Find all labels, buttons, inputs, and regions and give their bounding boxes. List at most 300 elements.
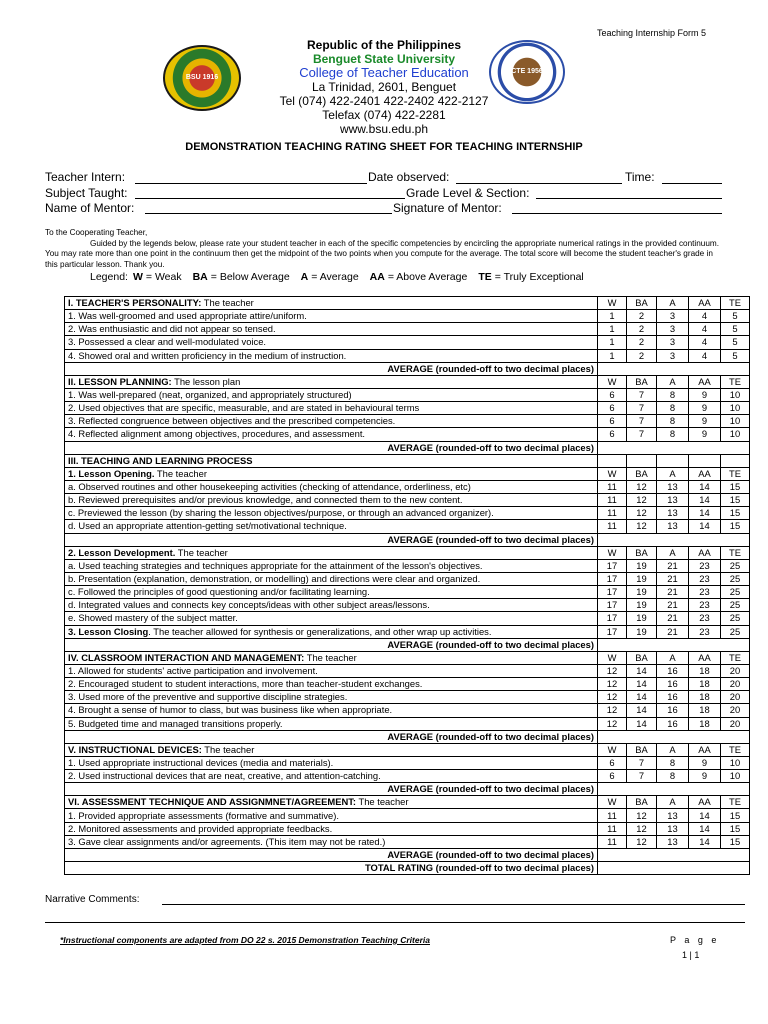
rating-option[interactable]: 15 bbox=[721, 822, 750, 835]
criterion-row bbox=[65, 612, 750, 625]
bsu-seal-text: BSU 1916 bbox=[185, 74, 219, 82]
average-label: AVERAGE (rounded-off to two decimal places) bbox=[65, 848, 598, 861]
section-title: VI. ASSESSMENT TECHNIQUE AND ASSIGNMNET/AGREEMENT: bbox=[68, 796, 357, 808]
average-row bbox=[65, 783, 750, 796]
criterion-row bbox=[65, 415, 750, 428]
rating-option[interactable]: 1 bbox=[598, 336, 627, 349]
rating-option[interactable]: 7 bbox=[627, 756, 657, 769]
rating-option[interactable]: 13 bbox=[657, 835, 689, 848]
rating-option[interactable]: 13 bbox=[657, 480, 689, 493]
criterion-row bbox=[65, 586, 750, 599]
rating-option[interactable]: 11 bbox=[598, 494, 627, 507]
time-label: Time: bbox=[625, 170, 655, 184]
rating-option[interactable]: 12 bbox=[627, 835, 657, 848]
criterion-text: 1. Used appropriate instructional devices (media and materials). bbox=[65, 756, 598, 769]
legend-text: = Below Average bbox=[210, 271, 290, 283]
telephone: Tel (074) 422-2401 422-2402 422-2127 bbox=[279, 94, 489, 108]
rating-option[interactable]: 2 bbox=[627, 336, 657, 349]
rating-option[interactable]: 7 bbox=[627, 770, 657, 783]
scale-header: TE bbox=[721, 546, 750, 559]
rating-option[interactable]: 3 bbox=[657, 336, 689, 349]
rating-option[interactable]: 4 bbox=[689, 349, 721, 362]
subject-label: Subject Taught: bbox=[45, 186, 128, 200]
legend-code: A bbox=[300, 271, 309, 283]
average-value-field[interactable] bbox=[598, 362, 750, 375]
rating-option[interactable]: 16 bbox=[657, 678, 689, 691]
mentor-label: Name of Mentor: bbox=[45, 201, 135, 215]
cte-seal-text: CTE 1956 bbox=[511, 68, 543, 76]
rating-option[interactable]: 15 bbox=[721, 494, 750, 507]
rating-option[interactable]: 17 bbox=[598, 586, 627, 599]
rating-option[interactable]: 25 bbox=[721, 559, 750, 572]
rating-option[interactable]: 2 bbox=[627, 349, 657, 362]
criterion-text: 2. Was enthusiastic and did not appear so tensed. bbox=[65, 323, 598, 336]
scale-header: TE bbox=[721, 467, 750, 480]
scale-header: AA bbox=[689, 297, 721, 310]
criterion-text: 2. Encouraged student to student interactions, more than teacher-student exchanges. bbox=[65, 678, 598, 691]
rating-option[interactable]: 6 bbox=[598, 388, 627, 401]
rating-option[interactable]: 6 bbox=[598, 402, 627, 415]
average-value-field[interactable] bbox=[598, 441, 750, 454]
section-header-row bbox=[65, 743, 750, 756]
rating-option[interactable]: 7 bbox=[627, 415, 657, 428]
criterion-text: d. Used an appropriate attention-getting set/motivational technique. bbox=[65, 520, 598, 533]
criterion-row bbox=[65, 717, 750, 730]
criterion-rest: . The teacher allowed for synthesis or generalizations, and other wrap up activities. bbox=[148, 625, 492, 637]
criterion-text: d. Integrated values and connects key concepts/ideas with other subject areas/lessons. bbox=[65, 599, 598, 612]
average-value-field[interactable] bbox=[598, 848, 750, 861]
scale-header: W bbox=[598, 546, 627, 559]
scale-header: TE bbox=[721, 375, 750, 388]
section-title: 2. Lesson Development. bbox=[68, 546, 176, 558]
rating-option[interactable]: 9 bbox=[689, 388, 721, 401]
rating-option[interactable]: 16 bbox=[657, 691, 689, 704]
legend-prefix: Legend: bbox=[90, 271, 128, 283]
rating-option[interactable]: 19 bbox=[627, 559, 657, 572]
rating-option[interactable]: 23 bbox=[689, 625, 721, 638]
rating-option[interactable]: 20 bbox=[721, 691, 750, 704]
rating-option[interactable]: 23 bbox=[689, 572, 721, 585]
scale-header: TE bbox=[721, 796, 750, 809]
total-label: TOTAL RATING (rounded-off to two decimal places) bbox=[65, 862, 598, 875]
rating-option[interactable]: 20 bbox=[721, 664, 750, 677]
legend-item bbox=[133, 271, 182, 283]
rating-option[interactable]: 12 bbox=[627, 520, 657, 533]
section-header-row bbox=[65, 375, 750, 388]
scale-header: W bbox=[598, 743, 627, 756]
criterion-text: 4. Showed oral and written proficiency in the medium of instruction. bbox=[65, 349, 598, 362]
rating-option[interactable]: 12 bbox=[627, 809, 657, 822]
scale-header: AA bbox=[689, 743, 721, 756]
legend-item bbox=[478, 271, 583, 283]
section-title: V. INSTRUCTIONAL DEVICES: bbox=[68, 743, 202, 755]
rating-option[interactable]: 14 bbox=[627, 691, 657, 704]
average-value-field[interactable] bbox=[598, 638, 750, 651]
average-label: AVERAGE (rounded-off to two decimal places) bbox=[65, 730, 598, 743]
rating-option[interactable]: 9 bbox=[689, 402, 721, 415]
criterion-text: 3. Used more of the preventive and supportive discipline strategies. bbox=[65, 691, 598, 704]
rating-option[interactable]: 14 bbox=[689, 520, 721, 533]
rating-option[interactable]: 16 bbox=[657, 664, 689, 677]
rating-option[interactable]: 18 bbox=[689, 704, 721, 717]
criterion-row bbox=[65, 770, 750, 783]
criterion-row bbox=[65, 599, 750, 612]
instruction-body: Guided by the legends below, please rate your student teacher in each of the specific competencies by encircling the appropriate numerical ratings in the provided continuum. You may rate more than one point in the continuum then get the midpoint of the two points when you compute for the average. The total score will become the student teacher's grade in this particular lesson. Thank you. bbox=[45, 238, 719, 269]
rating-option[interactable]: 14 bbox=[689, 494, 721, 507]
rating-option[interactable]: 12 bbox=[627, 494, 657, 507]
rating-option[interactable]: 18 bbox=[689, 664, 721, 677]
mentor-field[interactable] bbox=[145, 213, 392, 214]
criterion-text: 1. Provided appropriate assessments (formative and summative). bbox=[65, 809, 598, 822]
legend-code: BA bbox=[192, 271, 208, 283]
empty-cell bbox=[627, 454, 657, 467]
rating-option[interactable]: 11 bbox=[598, 520, 627, 533]
section-header bbox=[65, 796, 598, 809]
criterion-row bbox=[65, 822, 750, 835]
rating-option[interactable]: 18 bbox=[689, 717, 721, 730]
rating-option[interactable]: 14 bbox=[627, 717, 657, 730]
rating-option[interactable]: 14 bbox=[627, 704, 657, 717]
rating-option[interactable]: 23 bbox=[689, 586, 721, 599]
legend-text: = Truly Exceptional bbox=[494, 271, 584, 283]
rating-option[interactable]: 15 bbox=[721, 507, 750, 520]
rating-option[interactable]: 8 bbox=[657, 415, 689, 428]
legend-code: AA bbox=[369, 271, 385, 283]
section-header bbox=[65, 467, 598, 480]
rating-option[interactable]: 11 bbox=[598, 835, 627, 848]
rating-option[interactable]: 25 bbox=[721, 586, 750, 599]
rating-option[interactable]: 8 bbox=[657, 756, 689, 769]
rating-option[interactable]: 10 bbox=[721, 388, 750, 401]
section-header bbox=[65, 297, 598, 310]
rating-option[interactable]: 10 bbox=[721, 770, 750, 783]
rating-option[interactable]: 13 bbox=[657, 507, 689, 520]
criterion-text: 2. Monitored assessments and provided appropriate feedbacks. bbox=[65, 822, 598, 835]
page-label: P a g e bbox=[670, 935, 720, 945]
criterion-text: 1. Was well-groomed and used appropriate attire/uniform. bbox=[65, 310, 598, 323]
criterion-text: c. Followed the principles of good questioning and/or facilitating learning. bbox=[65, 586, 598, 599]
rating-option[interactable]: 19 bbox=[627, 612, 657, 625]
scale-header: BA bbox=[627, 651, 657, 664]
criterion-row bbox=[65, 520, 750, 533]
total-value-field[interactable] bbox=[598, 862, 750, 875]
rating-option[interactable]: 3 bbox=[657, 349, 689, 362]
scale-header: BA bbox=[627, 467, 657, 480]
average-label: AVERAGE (rounded-off to two decimal places) bbox=[65, 441, 598, 454]
rating-option[interactable]: 9 bbox=[689, 756, 721, 769]
instructions bbox=[45, 228, 725, 270]
rating-option[interactable]: 12 bbox=[627, 480, 657, 493]
rating-option[interactable]: 21 bbox=[657, 625, 689, 638]
rating-option[interactable]: 20 bbox=[721, 678, 750, 691]
scale-header: W bbox=[598, 796, 627, 809]
page-number: 1 | 1 bbox=[682, 950, 700, 960]
rating-option[interactable]: 4 bbox=[689, 310, 721, 323]
rating-option[interactable]: 12 bbox=[598, 691, 627, 704]
rating-option[interactable]: 10 bbox=[721, 402, 750, 415]
total-row bbox=[65, 862, 750, 875]
rating-option[interactable]: 14 bbox=[689, 835, 721, 848]
section-subject: The teacher bbox=[201, 743, 255, 755]
rating-option[interactable]: 6 bbox=[598, 756, 627, 769]
section-title: IV. CLASSROOM INTERACTION AND MANAGEMENT: bbox=[68, 651, 305, 663]
criterion-row bbox=[65, 572, 750, 585]
rating-option[interactable]: 21 bbox=[657, 572, 689, 585]
rating-option[interactable]: 7 bbox=[627, 388, 657, 401]
rating-option[interactable]: 21 bbox=[657, 559, 689, 572]
scale-header: A bbox=[657, 297, 689, 310]
salutation: To the Cooperating Teacher, bbox=[45, 228, 148, 237]
rating-option[interactable]: 13 bbox=[657, 809, 689, 822]
section-title: 1. Lesson Opening. bbox=[68, 467, 155, 479]
comments-field[interactable] bbox=[162, 904, 745, 905]
rating-option[interactable]: 4 bbox=[689, 323, 721, 336]
rating-option[interactable]: 6 bbox=[598, 770, 627, 783]
rating-option[interactable]: 6 bbox=[598, 428, 627, 441]
scale-header: AA bbox=[689, 651, 721, 664]
rating-option[interactable]: 5 bbox=[721, 310, 750, 323]
rating-option[interactable]: 11 bbox=[598, 480, 627, 493]
rating-option[interactable]: 14 bbox=[627, 678, 657, 691]
scale-header: A bbox=[657, 796, 689, 809]
rating-option[interactable]: 3 bbox=[657, 323, 689, 336]
rating-option[interactable]: 10 bbox=[721, 415, 750, 428]
criterion-text bbox=[65, 625, 598, 638]
rating-option[interactable]: 4 bbox=[689, 336, 721, 349]
empty-cell bbox=[689, 454, 721, 467]
time-field[interactable] bbox=[662, 183, 722, 184]
scale-header: TE bbox=[721, 297, 750, 310]
section-header bbox=[65, 375, 598, 388]
rating-option[interactable]: 11 bbox=[598, 822, 627, 835]
rating-option[interactable]: 23 bbox=[689, 612, 721, 625]
rating-option[interactable]: 6 bbox=[598, 415, 627, 428]
criterion-row bbox=[65, 625, 750, 638]
scale-header: A bbox=[657, 546, 689, 559]
scale-header: W bbox=[598, 375, 627, 388]
rating-option[interactable]: 9 bbox=[689, 415, 721, 428]
signature-label: Signature of Mentor: bbox=[393, 201, 502, 215]
intern-field[interactable] bbox=[135, 183, 367, 184]
criterion-text: 2. Used objectives that are specific, measurable, and are stated in behavioural terms bbox=[65, 402, 598, 415]
rating-option[interactable]: 14 bbox=[689, 809, 721, 822]
legend-item bbox=[193, 271, 290, 283]
scale-header: AA bbox=[689, 796, 721, 809]
rating-option[interactable]: 9 bbox=[689, 770, 721, 783]
rating-option[interactable]: 2 bbox=[627, 323, 657, 336]
average-row bbox=[65, 638, 750, 651]
criterion-text: a. Observed routines and other housekeeping activities (checking of attendance, orderliness, etc) bbox=[65, 480, 598, 493]
criterion-text: b. Reviewed prerequisites and/or previous knowledge, and connected them to the new content. bbox=[65, 494, 598, 507]
criterion-row bbox=[65, 494, 750, 507]
rating-option[interactable]: 13 bbox=[657, 494, 689, 507]
rating-option[interactable]: 19 bbox=[627, 625, 657, 638]
rating-option[interactable]: 14 bbox=[689, 480, 721, 493]
average-label: AVERAGE (rounded-off to two decimal places) bbox=[65, 783, 598, 796]
rating-option[interactable]: 21 bbox=[657, 586, 689, 599]
rating-option[interactable]: 14 bbox=[689, 507, 721, 520]
criterion-row bbox=[65, 388, 750, 401]
average-row bbox=[65, 730, 750, 743]
comments-line-2 bbox=[45, 922, 745, 923]
scale-header: BA bbox=[627, 796, 657, 809]
section-subject: The teacher bbox=[356, 796, 409, 808]
rating-option[interactable]: 15 bbox=[721, 835, 750, 848]
rating-option[interactable]: 1 bbox=[598, 310, 627, 323]
rating-option[interactable]: 7 bbox=[627, 402, 657, 415]
criterion-row bbox=[65, 559, 750, 572]
average-row bbox=[65, 362, 750, 375]
rating-option[interactable]: 19 bbox=[627, 599, 657, 612]
rating-option[interactable]: 16 bbox=[657, 704, 689, 717]
rating-option[interactable]: 25 bbox=[721, 625, 750, 638]
scale-header: BA bbox=[627, 375, 657, 388]
rating-option[interactable]: 12 bbox=[598, 678, 627, 691]
rating-option[interactable]: 8 bbox=[657, 402, 689, 415]
rating-option[interactable]: 25 bbox=[721, 599, 750, 612]
rating-option[interactable]: 14 bbox=[627, 664, 657, 677]
section-header-row bbox=[65, 651, 750, 664]
rating-option[interactable]: 12 bbox=[627, 507, 657, 520]
rating-option[interactable]: 19 bbox=[627, 586, 657, 599]
criterion-text: a. Used teaching strategies and techniques appropriate for the attainment of the lesson's objectives. bbox=[65, 559, 598, 572]
footnote: *Instructional components are adapted from DO 22 s. 2015 Demonstration Teaching Criteria bbox=[60, 935, 430, 945]
rating-option[interactable]: 1 bbox=[598, 323, 627, 336]
comments-label: Narrative Comments: bbox=[45, 894, 140, 905]
scale-header: BA bbox=[627, 297, 657, 310]
criterion-text: b. Presentation (explanation, demonstration, or modelling) and directions were clear and organized. bbox=[65, 572, 598, 585]
legend-code: W bbox=[132, 271, 143, 283]
rating-option[interactable]: 13 bbox=[657, 822, 689, 835]
average-value-field[interactable] bbox=[598, 730, 750, 743]
legend-code: TE bbox=[478, 271, 492, 283]
average-row bbox=[65, 533, 750, 546]
subject-field[interactable] bbox=[135, 198, 405, 199]
criterion-row bbox=[65, 835, 750, 848]
criterion-row bbox=[65, 678, 750, 691]
criterion-text: 1. Allowed for students' active participation and involvement. bbox=[65, 664, 598, 677]
rating-option[interactable]: 3 bbox=[657, 310, 689, 323]
rating-option[interactable]: 11 bbox=[598, 507, 627, 520]
criterion-text: 4. Brought a sense of humor to class, but was business like when appropriate. bbox=[65, 704, 598, 717]
criterion-text: 1. Was well-prepared (neat, organized, and appropriately structured) bbox=[65, 388, 598, 401]
rating-option[interactable]: 7 bbox=[627, 428, 657, 441]
rating-option[interactable]: 21 bbox=[657, 599, 689, 612]
legend-text: = Weak bbox=[145, 271, 182, 283]
scale-header: A bbox=[657, 743, 689, 756]
average-value-field[interactable] bbox=[598, 783, 750, 796]
rating-option[interactable]: 17 bbox=[598, 559, 627, 572]
telefax: Telefax (074) 422-2281 bbox=[322, 108, 446, 122]
rating-option[interactable]: 11 bbox=[598, 809, 627, 822]
rating-option[interactable]: 5 bbox=[721, 336, 750, 349]
section-header-row bbox=[65, 796, 750, 809]
rating-option[interactable]: 18 bbox=[689, 678, 721, 691]
rating-option[interactable]: 2 bbox=[627, 310, 657, 323]
rating-option[interactable]: 20 bbox=[721, 704, 750, 717]
rating-option[interactable]: 16 bbox=[657, 717, 689, 730]
rating-option[interactable]: 12 bbox=[598, 664, 627, 677]
average-value-field[interactable] bbox=[598, 533, 750, 546]
grade-field[interactable] bbox=[536, 198, 722, 199]
rating-option[interactable]: 12 bbox=[598, 717, 627, 730]
criterion-row bbox=[65, 507, 750, 520]
scale-header: A bbox=[657, 467, 689, 480]
legend-text: = Above Average bbox=[387, 271, 468, 283]
grade-label: Grade Level & Section: bbox=[406, 186, 530, 200]
address: La Trinidad, 2601, Benguet bbox=[311, 80, 457, 94]
rating-option[interactable]: 8 bbox=[657, 428, 689, 441]
rating-option[interactable]: 17 bbox=[598, 599, 627, 612]
signature-field[interactable] bbox=[512, 213, 722, 214]
empty-cell bbox=[598, 454, 627, 467]
scale-header: TE bbox=[721, 743, 750, 756]
rating-option[interactable]: 17 bbox=[598, 625, 627, 638]
rating-option[interactable]: 20 bbox=[721, 717, 750, 730]
criterion-text: 3. Gave clear assignments and/or agreements. (This item may not be rated.) bbox=[65, 835, 598, 848]
rating-option[interactable]: 17 bbox=[598, 572, 627, 585]
section-title: II. LESSON PLANNING: bbox=[68, 375, 172, 387]
section-subject: The lesson plan bbox=[171, 375, 241, 387]
section-header bbox=[65, 651, 598, 664]
rating-option[interactable]: 8 bbox=[657, 770, 689, 783]
rating-option[interactable]: 23 bbox=[689, 599, 721, 612]
form-number: Teaching Internship Form 5 bbox=[596, 28, 706, 38]
criterion-text: 4. Reflected alignment among objectives, procedures, and assessment. bbox=[65, 428, 598, 441]
scale-header: TE bbox=[721, 651, 750, 664]
rating-option[interactable]: 13 bbox=[657, 520, 689, 533]
scale-header: AA bbox=[689, 467, 721, 480]
average-label: AVERAGE (rounded-off to two decimal places) bbox=[65, 638, 598, 651]
rating-option[interactable]: 15 bbox=[721, 520, 750, 533]
rating-option[interactable]: 12 bbox=[627, 822, 657, 835]
rating-option[interactable]: 5 bbox=[721, 323, 750, 336]
rating-option[interactable]: 23 bbox=[689, 559, 721, 572]
criterion-bold: 3. Lesson Closing bbox=[68, 625, 149, 637]
rating-option[interactable]: 12 bbox=[598, 704, 627, 717]
rating-option[interactable]: 10 bbox=[721, 428, 750, 441]
legend-text: = Average bbox=[311, 271, 359, 283]
rating-table bbox=[64, 296, 750, 875]
criterion-text: 5. Budgeted time and managed transitions properly. bbox=[65, 717, 598, 730]
letterhead bbox=[0, 38, 768, 136]
scale-header: A bbox=[657, 375, 689, 388]
rating-option[interactable]: 9 bbox=[689, 428, 721, 441]
rating-option[interactable]: 5 bbox=[721, 349, 750, 362]
scale-header: BA bbox=[627, 743, 657, 756]
form-title: DEMONSTRATION TEACHING RATING SHEET FOR TEACHING INTERNSHIP bbox=[185, 141, 583, 153]
criterion-row bbox=[65, 809, 750, 822]
rating-option[interactable]: 17 bbox=[598, 612, 627, 625]
criterion-row bbox=[65, 704, 750, 717]
rating-option[interactable]: 8 bbox=[657, 388, 689, 401]
rating-option[interactable]: 19 bbox=[627, 572, 657, 585]
date-label: Date observed: bbox=[368, 170, 450, 184]
rating-option[interactable]: 18 bbox=[689, 691, 721, 704]
rating-option[interactable]: 21 bbox=[657, 612, 689, 625]
rating-option[interactable]: 25 bbox=[721, 612, 750, 625]
date-field[interactable] bbox=[456, 183, 622, 184]
criterion-text: e. Showed mastery of the subject matter. bbox=[65, 612, 598, 625]
rating-option[interactable]: 1 bbox=[598, 349, 627, 362]
republic-line: Republic of the Philippines bbox=[306, 38, 461, 52]
rating-option[interactable]: 10 bbox=[721, 756, 750, 769]
rating-option[interactable]: 25 bbox=[721, 572, 750, 585]
rating-option[interactable]: 15 bbox=[721, 809, 750, 822]
rating-option[interactable]: 15 bbox=[721, 480, 750, 493]
rating-option[interactable]: 14 bbox=[689, 822, 721, 835]
criterion-text: 3. Possessed a clear and well-modulated voice. bbox=[65, 336, 598, 349]
